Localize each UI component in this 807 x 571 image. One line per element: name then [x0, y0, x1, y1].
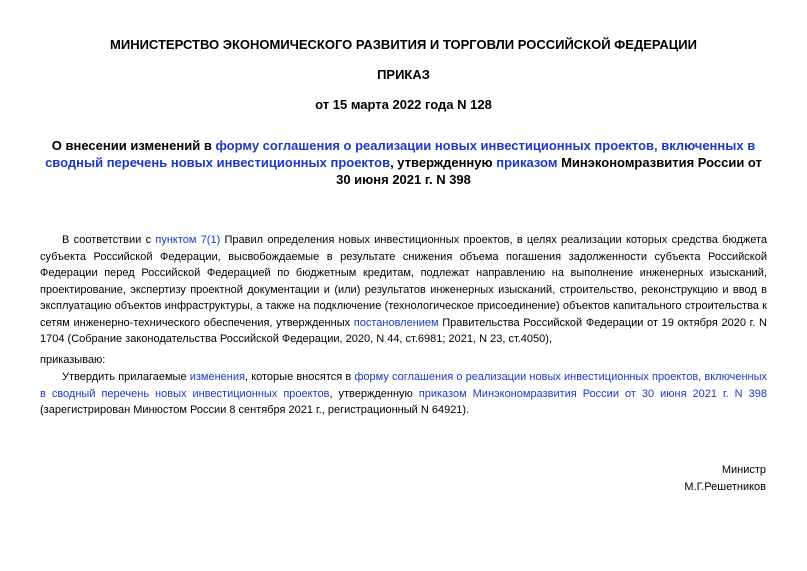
link-punkt-7-1[interactable]: пунктом 7(1) [155, 234, 221, 246]
document-date-number: от 15 марта 2022 года N 128 [315, 97, 492, 112]
title-link-form[interactable]: форму соглашения о реализации новых инвестиционных проектов, включенных в сводный перечень новых инвестиционных проектов [45, 138, 756, 170]
para2-text-3: , утвержденную [329, 387, 419, 400]
signatory-name: М.Г.Решетников [684, 481, 766, 493]
title-text-2: , утвержденную [390, 155, 497, 170]
para1-text-2: Правил определения новых инвестиционных проектов, в целях реализации которых средства бюджета субъекта Российской Федерации, высвобождаемые в результате снижения объема погашения задолженности субъекта Российской Федерации перед Российской Федерацией по бюджетным кредитам, подлежат направлению на выполнение инженерных изысканий, проектирование, экспертизу проектной документации и (или) результатов инженерных изысканий, строительство, реконструкцию и ввод в эксплуатацию объектов инфраструктуры, а также на подключение (технологическое присоединение) объектов капитального строительства к сетям инженерно-технического обеспечения, утвержденных [40, 234, 768, 329]
para1-text-3: Правительства Российской Федерации от 19 октября 2020 г. N 1704 (Собрание законодательства Российской Федерации, 2020, N 44, ст.6981; 2021, N 23, ст.4050), [40, 316, 767, 345]
para2-text-4: (зарегистрирован Минюстом России 8 сентября 2021 г., регистрационный N 64921). [40, 404, 470, 416]
preamble-paragraph [40, 232, 767, 348]
para2-text-1: Утвердить прилагаемые [62, 371, 190, 383]
signatory-position: Министр [721, 464, 766, 476]
title-text-1: О внесении изменений в [51, 138, 216, 153]
link-postanovlenie[interactable]: постановлением [353, 316, 439, 329]
title-text-3: Минэкономразвития России от 30 июня 2021 г. N 398 [336, 155, 762, 187]
order-verb: приказываю: [40, 354, 106, 366]
document-type-heading: ПРИКАЗ [377, 67, 430, 82]
link-order-398[interactable]: приказом Минэкономразвития России от 30 июня 2021 г. N 398 [418, 387, 767, 400]
link-changes[interactable]: изменения [189, 371, 245, 383]
para2-text-2: , которые вносятся в [244, 371, 355, 383]
order-paragraph [40, 369, 767, 419]
ministry-heading: МИНИСТЕРСТВО ЭКОНОМИЧЕСКОГО РАЗВИТИЯ И ТОРГОВЛИ РОССИЙСКОЙ ФЕДЕРАЦИИ [110, 37, 697, 52]
link-agreement-form[interactable]: форму соглашения о реализации новых инвестиционных проектов, включенных в сводный перечень новых инвестиционных проектов [40, 371, 767, 400]
title-link-order[interactable]: приказом [496, 155, 558, 170]
document-title [40, 137, 767, 188]
para1-text-1: В соответствии с [62, 234, 156, 246]
